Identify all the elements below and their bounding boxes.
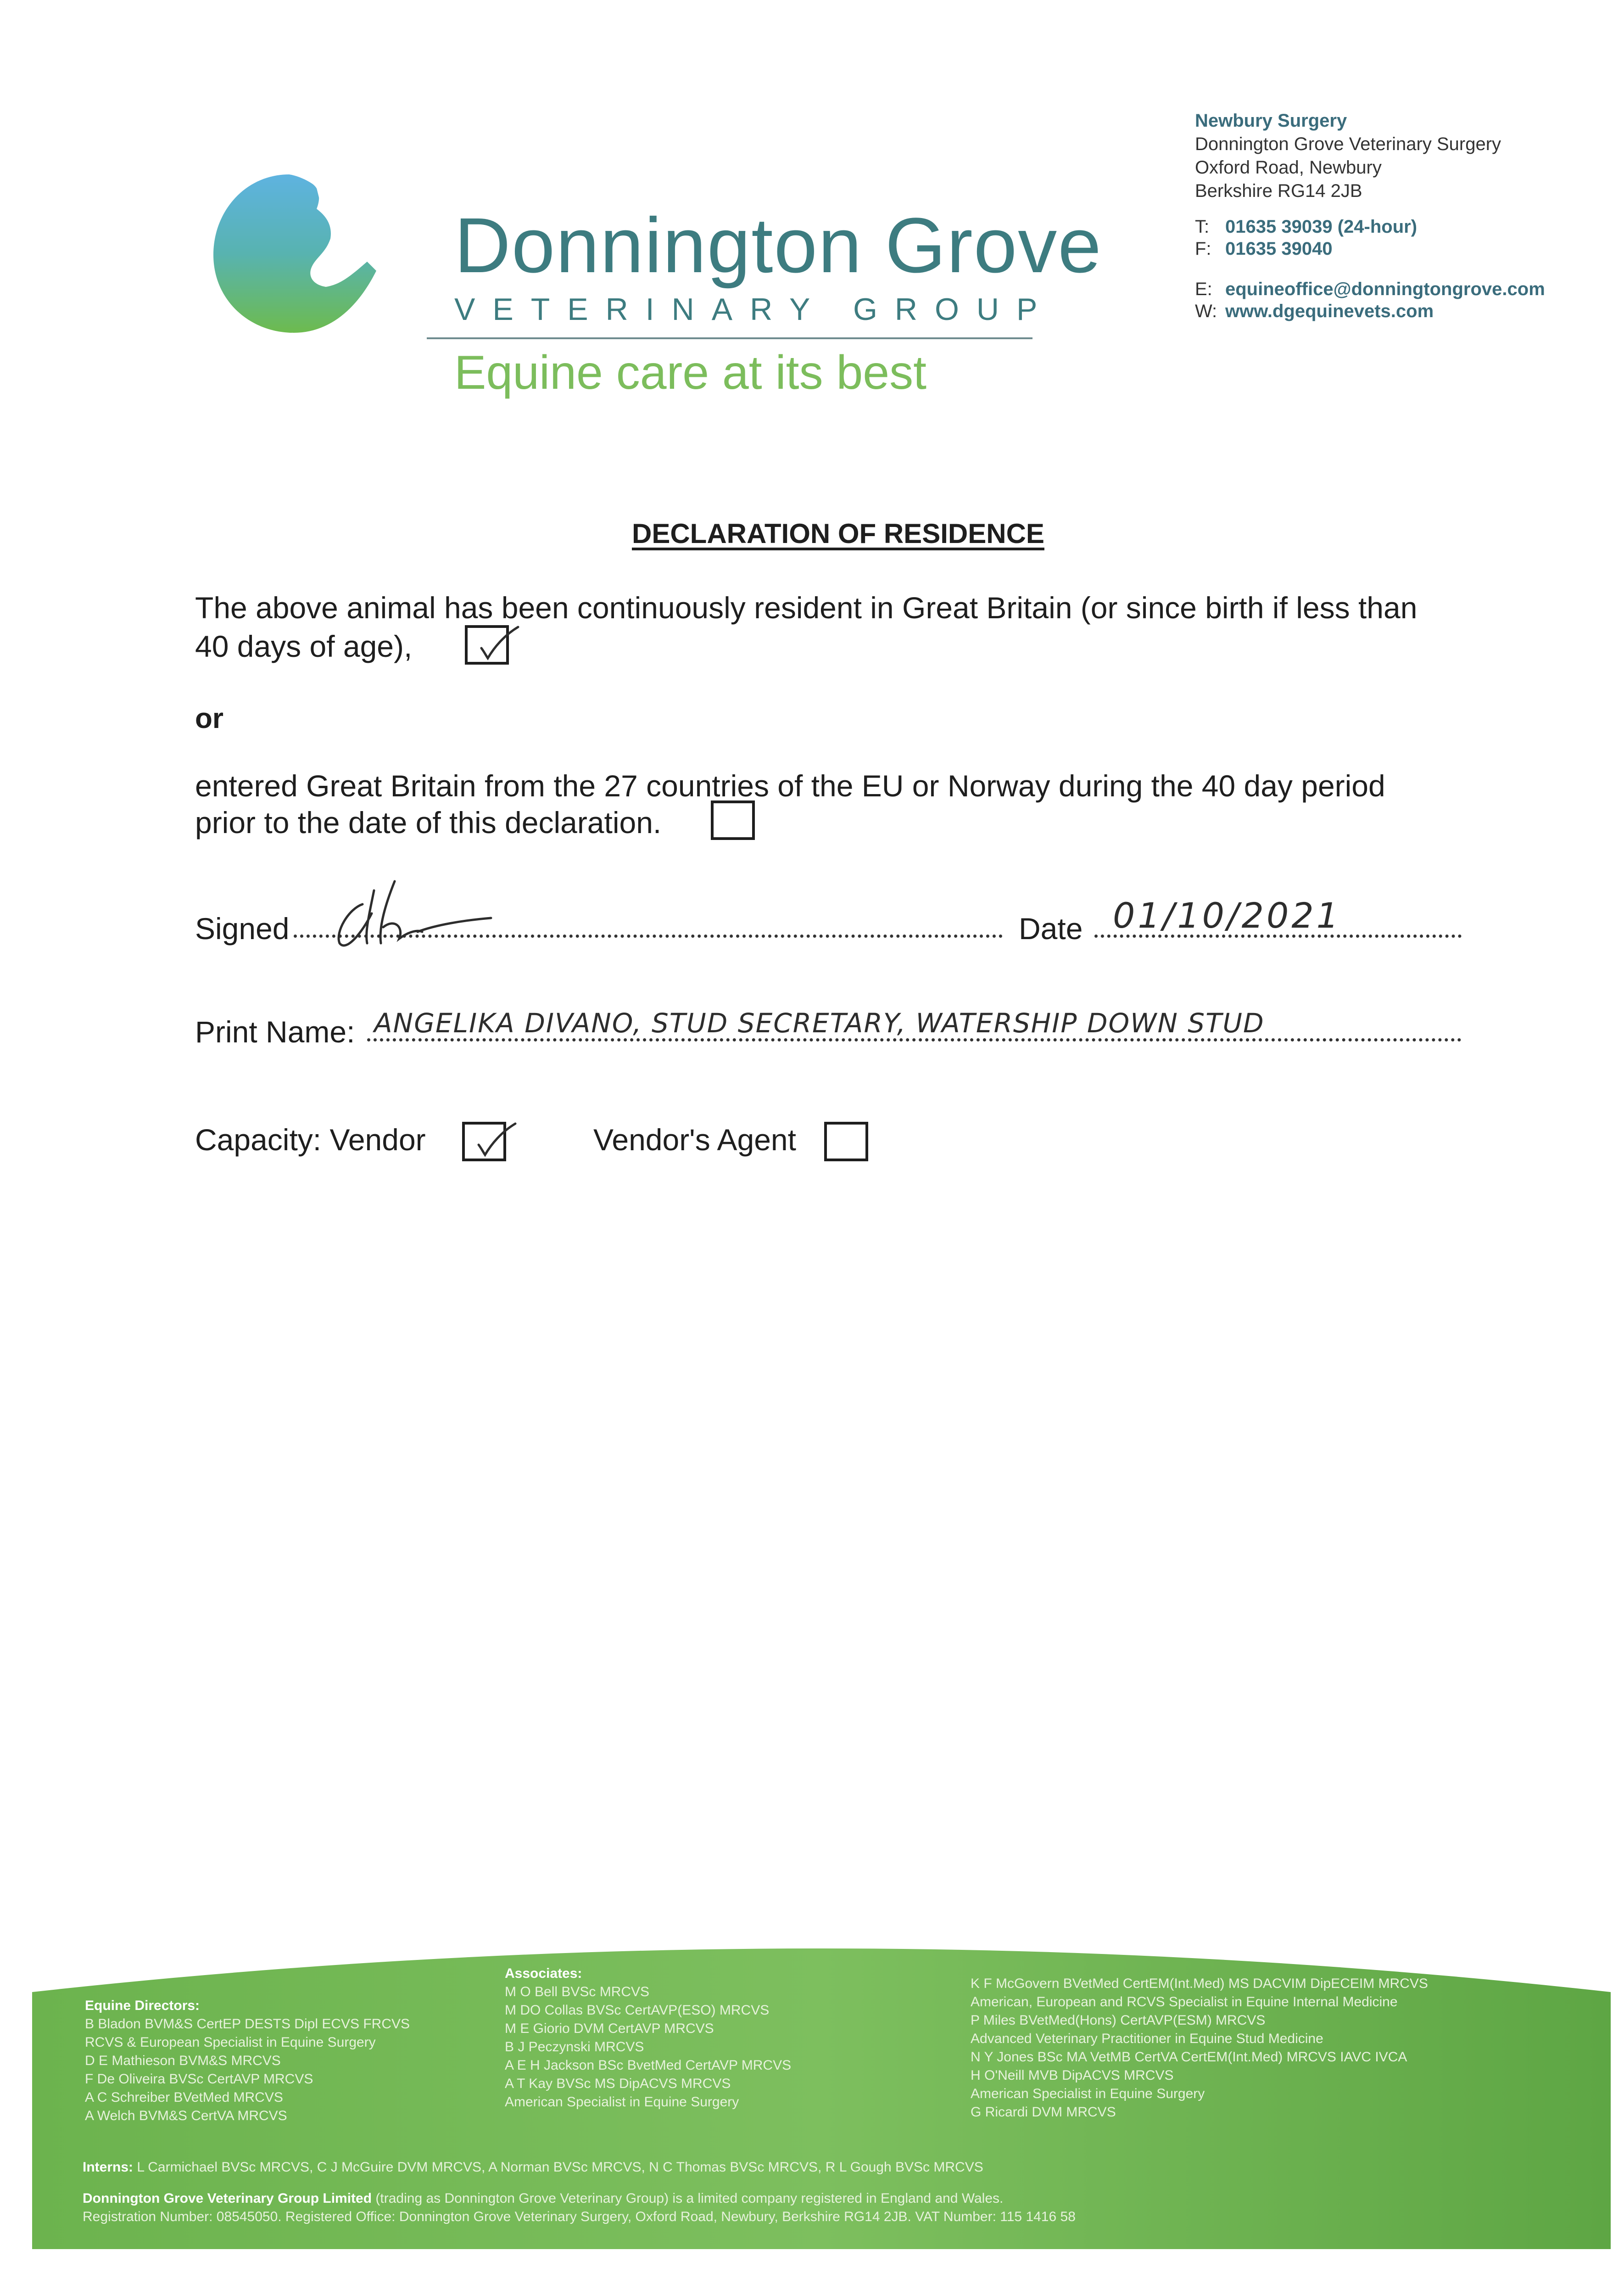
vendors-agent-checkbox[interactable]	[824, 1122, 868, 1161]
date-value: 01/10/2021	[1113, 895, 1342, 936]
specialist-entry: G Ricardi DVM MRCVS	[971, 2105, 1116, 2120]
associate-entry: A E H Jackson BSc BvetMed CertAVP MRCVS	[505, 2058, 792, 2073]
director-entry: F De Oliveira BVSc CertAVP MRCVS	[85, 2071, 313, 2087]
associate-entry: M O Bell BVSc MRCVS	[505, 1984, 650, 1999]
director-entry: D E Mathieson BVM&S MRCVS	[85, 2053, 281, 2068]
surgery-name: Newbury Surgery	[1195, 111, 1347, 131]
interns-label: Interns:	[83, 2160, 134, 2175]
date-label: Date	[1019, 912, 1083, 946]
fax-label: F:	[1195, 239, 1211, 259]
specialist-entry: K F McGovern BVetMed CertEM(Int.Med) MS DACVIM DipECEIM MRCVS	[971, 1976, 1428, 1991]
address-line: Donnington Grove Veterinary Surgery	[1195, 134, 1501, 154]
contact-block	[1195, 216, 1545, 322]
associate-entry: M DO Collas BVSc CertAVP(ESO) MRCVS	[505, 2003, 770, 2018]
director-entry: A C Schreiber BVetMed MRCVS	[85, 2090, 283, 2105]
print-name-line[interactable]	[367, 1038, 1462, 1041]
fax-row	[1195, 238, 1545, 260]
fax-number: 01635 39040	[1225, 239, 1333, 259]
residence-statement-line2: 40 days of age),	[195, 629, 413, 663]
associates-list	[505, 1965, 791, 2111]
footer-band	[32, 1946, 1611, 2249]
web-label: W:	[1195, 301, 1217, 321]
interns-line	[83, 2158, 983, 2177]
specialist-entry: H O'Neill MVB DipACVS MRCVS	[971, 2068, 1174, 2083]
website-link[interactable]: www.dgequinevets.com	[1225, 301, 1434, 321]
company-legal-name: Donnington Grove Veterinary Group Limited	[83, 2191, 372, 2206]
handwritten-signature	[330, 863, 500, 955]
specialist-entry: P Miles BVetMed(Hons) CertAVP(ESM) MRCVS	[971, 2013, 1266, 2028]
print-name-value: ANGELIKA DIVANO, STUD SECRETARY, WATERSHIP DOWN STUD	[374, 1008, 1265, 1039]
checkmark-icon	[472, 624, 523, 666]
company-logo	[202, 170, 385, 340]
phone-number: 01635 39039 (24-hour)	[1225, 217, 1418, 237]
directors-list	[85, 1997, 410, 2125]
director-entry: A Welch BVM&S CertVA MRCVS	[85, 2108, 287, 2123]
or-separator: or	[195, 703, 223, 734]
header-divider	[427, 337, 1032, 339]
eu-entry-checkbox[interactable]	[711, 800, 755, 840]
company-legal-line	[83, 2189, 1003, 2208]
checkmark-icon	[469, 1121, 520, 1162]
specialist-entry: N Y Jones BSc MA VetMB CertVA CertEM(Int.Med) MRCVS IAVC IVCA	[971, 2049, 1407, 2065]
email-label: E:	[1195, 279, 1212, 299]
specialists-list	[971, 1975, 1428, 2121]
phone-row	[1195, 216, 1545, 238]
associate-entry: M E Giorio DVM CertAVP MRCVS	[505, 2021, 714, 2036]
company-legal-text: (trading as Donnington Grove Veterinary Group) is a limited company registered in England and Wales.	[375, 2191, 1004, 2206]
director-entry: B Bladon BVM&S CertEP DESTS Dipl ECVS FRCVS	[85, 2016, 410, 2032]
associate-entry: American Specialist in Equine Surgery	[505, 2094, 739, 2110]
vendor-checkbox[interactable]	[462, 1122, 506, 1161]
web-row	[1195, 300, 1545, 322]
specialist-entry: American, European and RCVS Specialist in Equine Internal Medicine	[971, 1994, 1398, 2010]
associates-heading: Associates:	[505, 1966, 582, 1981]
signed-label: Signed	[195, 912, 290, 946]
email-link[interactable]: equineoffice@donningtongrove.com	[1225, 279, 1545, 299]
associate-entry: B J Peczynski MRCVS	[505, 2039, 644, 2054]
email-row	[1195, 278, 1545, 300]
specialist-entry: Advanced Veterinary Practitioner in Equine Stud Medicine	[971, 2031, 1323, 2046]
company-name: Donnington Grove	[454, 202, 1102, 289]
address-line: Oxford Road, Newbury	[1195, 157, 1382, 178]
company-subtitle: VETERINARY GROUP	[454, 292, 1055, 327]
capacity-label: Capacity: Vendor	[195, 1123, 426, 1157]
document-title: DECLARATION OF RESIDENCE	[632, 518, 1044, 549]
director-entry: RCVS & European Specialist in Equine Surgery	[85, 2035, 376, 2050]
print-name-label: Print Name:	[195, 1015, 355, 1049]
registration-line: Registration Number: 08545050. Registered Office: Donnington Grove Veterinary Surgery, Oxford Road, Newbury, Berkshire RG14 2JB. VAT Number: 115 1416 58	[83, 2209, 1076, 2224]
address-line: Berkshire RG14 2JB	[1195, 181, 1362, 201]
phone-label: T:	[1195, 217, 1210, 237]
directors-heading: Equine Directors:	[85, 1998, 200, 2013]
company-tagline: Equine care at its best	[454, 346, 927, 399]
residence-checkbox[interactable]	[465, 625, 509, 665]
eu-entry-statement-line1: entered Great Britain from the 27 countries of the EU or Norway during the 40 day period	[195, 769, 1385, 803]
vendors-agent-label: Vendor's Agent	[593, 1123, 796, 1157]
associate-entry: A T Kay BVSc MS DipACVS MRCVS	[505, 2076, 731, 2091]
interns-names: L Carmichael BVSc MRCVS, C J McGuire DVM MRCVS, A Norman BVSc MRCVS, N C Thomas BVSc MRCVS, R L Gough BVSc MRCVS	[137, 2160, 983, 2175]
eu-entry-statement-line2: prior to the date of this declaration.	[195, 806, 662, 840]
residence-statement-line1: The above animal has been continuously resident in Great Britain (or since birth if less than	[195, 591, 1418, 625]
specialist-entry: American Specialist in Equine Surgery	[971, 2086, 1205, 2101]
surgery-address	[1195, 109, 1501, 203]
